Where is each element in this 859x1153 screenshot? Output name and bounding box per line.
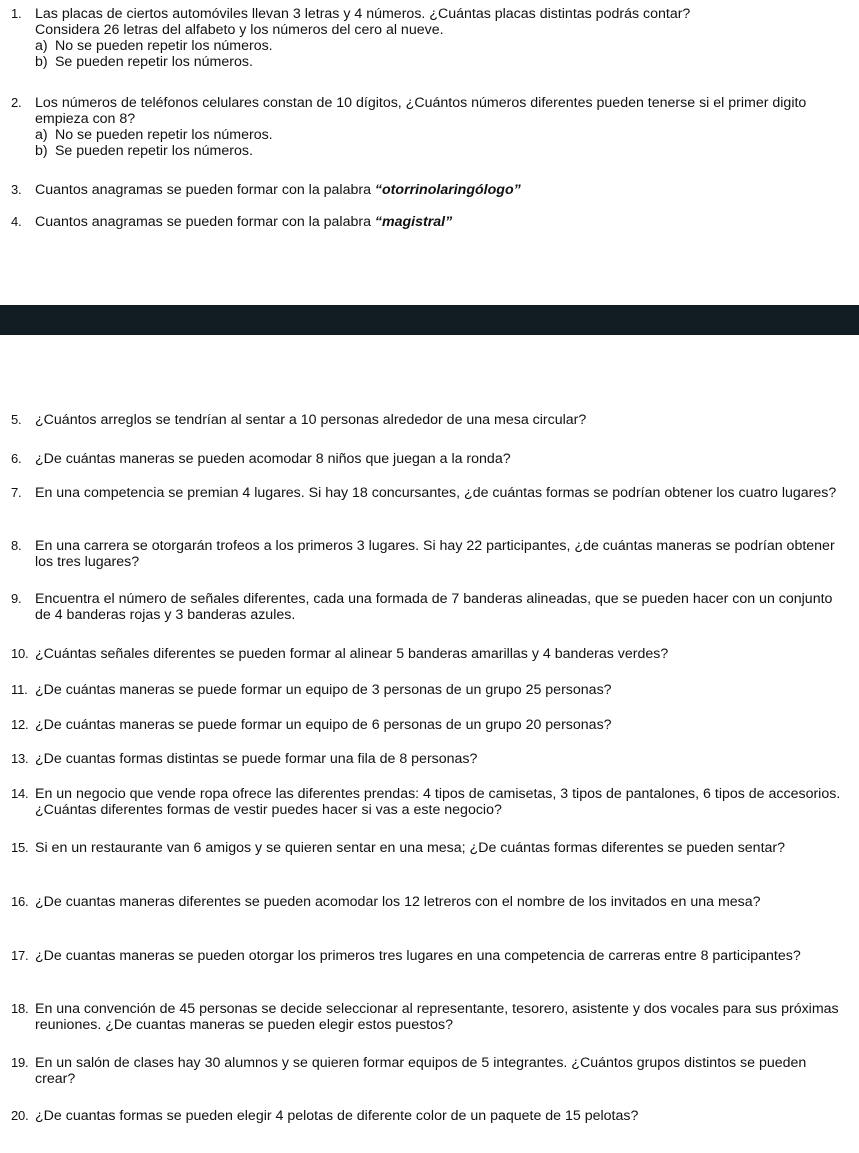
question-9 — [11, 591, 843, 623]
question-10 — [11, 646, 843, 662]
option-text: No se pueden repetir los números. — [54, 127, 273, 143]
question-word: “magistral” — [374, 214, 453, 230]
question-13 — [11, 751, 843, 767]
question-number: 17. — [11, 948, 29, 963]
question-4 — [11, 214, 843, 230]
question-text: En una carrera se otorgarán trofeos a los primeros 3 lugares. Si hay 22 participantes, ¿de cuántas maneras se podrían obtener los tres lugares? — [35, 538, 835, 570]
question-number: 9. — [11, 591, 22, 606]
question-text-lead: Cuantos anagramas se pueden formar con la palabra — [35, 182, 375, 198]
question-number: 18. — [11, 1001, 29, 1016]
question-18 — [11, 1001, 843, 1033]
question-text: Los números de teléfonos celulares constan de 10 dígitos, ¿Cuántos números diferentes pueden tenerse si el primer digito empieza con 8? — [35, 95, 807, 127]
option-a — [35, 127, 843, 143]
question-number: 4. — [11, 214, 22, 229]
question-text: ¿De cuántas maneras se puede formar un equipo de 6 personas de un grupo 20 personas? — [35, 717, 612, 733]
question-3 — [11, 182, 843, 198]
question-text: En una convención de 45 personas se decide seleccionar al representante, tesorero, asistente y dos vocales para sus próximas reuniones. ¿De cuantas maneras se pueden elegir estos puestos? — [35, 1001, 839, 1033]
question-number: 3. — [11, 182, 22, 197]
option-b — [35, 54, 843, 70]
question-number: 6. — [11, 451, 22, 466]
option-letter: a) — [35, 38, 48, 54]
option-letter: b) — [35, 143, 48, 159]
question-text: ¿De cuantas maneras diferentes se pueden acomodar los 12 letreros con el nombre de los invitados en una mesa? — [35, 894, 761, 910]
question-text: Si en un restaurante van 6 amigos y se quieren sentar en una mesa; ¿De cuántas formas diferentes se pueden sentar? — [35, 840, 786, 856]
question-17 — [11, 948, 843, 964]
option-a — [35, 38, 843, 54]
option-text: No se pueden repetir los números. — [54, 38, 273, 54]
question-11 — [11, 682, 843, 698]
question-number: 5. — [11, 412, 22, 427]
question-number: 1. — [11, 6, 22, 21]
question-number: 7. — [11, 485, 22, 500]
question-text: ¿Cuántos arreglos se tendrían al sentar a 10 personas alrededor de una mesa circular? — [35, 412, 587, 428]
question-7 — [11, 485, 843, 501]
question-19 — [11, 1055, 843, 1087]
question-number: 11. — [11, 682, 28, 697]
option-letter: a) — [35, 127, 48, 143]
question-20 — [11, 1108, 843, 1124]
question-text: ¿Cuántas señales diferentes se pueden formar al alinear 5 banderas amarillas y 4 banderas verdes? — [35, 646, 669, 662]
question-number: 13. — [11, 751, 29, 766]
question-text — [35, 214, 843, 230]
question-number: 15. — [11, 840, 29, 855]
question-number: 19. — [11, 1055, 29, 1070]
question-8 — [11, 538, 843, 570]
option-b — [35, 143, 843, 159]
question-text: ¿De cuantas formas se pueden elegir 4 pelotas de diferente color de un paquete de 15 pelotas? — [35, 1108, 639, 1124]
question-word: “otorrinolaringólogo” — [374, 182, 521, 198]
question-number: 2. — [11, 95, 22, 110]
question-12 — [11, 717, 843, 733]
question-text: ¿De cuantas maneras se pueden otorgar los primeros tres lugares en una competencia de carreras entre 8 participantes? — [35, 948, 801, 964]
question-number: 12. — [11, 717, 29, 732]
question-number: 20. — [11, 1108, 29, 1123]
page-separator-band — [0, 305, 859, 335]
question-text-continued: Considera 26 letras del alfabeto y los números del cero al nueve. — [35, 22, 444, 38]
question-number: 8. — [11, 538, 22, 553]
question-text: Las placas de ciertos automóviles llevan 3 letras y 4 números. ¿Cuántas placas distintas podrás contar? — [35, 6, 691, 22]
option-text: Se pueden repetir los números. — [54, 54, 253, 70]
question-text — [35, 182, 843, 198]
question-text: En una competencia se premian 4 lugares. Si hay 18 concursantes, ¿de cuántas formas se podrían obtener los cuatro lugares? — [35, 485, 837, 501]
question-number: 16. — [11, 894, 29, 909]
question-text: ¿De cuántas maneras se pueden acomodar 8 niños que juegan a la ronda? — [35, 451, 511, 467]
question-number: 10. — [11, 646, 29, 661]
question-1 — [11, 6, 843, 70]
question-text: ¿De cuantas formas distintas se puede formar una fila de 8 personas? — [35, 751, 478, 767]
question-14 — [11, 786, 843, 818]
question-number: 14. — [11, 786, 29, 801]
option-text: Se pueden repetir los números. — [54, 143, 253, 159]
question-2 — [11, 95, 843, 159]
question-5 — [11, 412, 843, 428]
question-text: Encuentra el número de señales diferentes, cada una formada de 7 banderas alineadas, que se pueden hacer con un conjunto de 4 banderas rojas y 3 banderas azules. — [35, 591, 833, 623]
option-letter: b) — [35, 54, 48, 70]
question-text: En un negocio que vende ropa ofrece las diferentes prendas: 4 tipos de camisetas, 3 tipos de pantalones, 6 tipos de accesorios. ¿Cuántas diferentes formas de vestir puedes hacer si vas a este negocio? — [35, 786, 841, 818]
question-15 — [11, 840, 843, 856]
question-6 — [11, 451, 843, 467]
question-16 — [11, 894, 843, 910]
question-text: ¿De cuántas maneras se puede formar un equipo de 3 personas de un grupo 25 personas? — [35, 682, 612, 698]
question-text-lead: Cuantos anagramas se pueden formar con la palabra — [35, 214, 375, 230]
question-text: En un salón de clases hay 30 alumnos y se quieren formar equipos de 5 integrantes. ¿Cuántos grupos distintos se pueden crear? — [35, 1055, 807, 1087]
